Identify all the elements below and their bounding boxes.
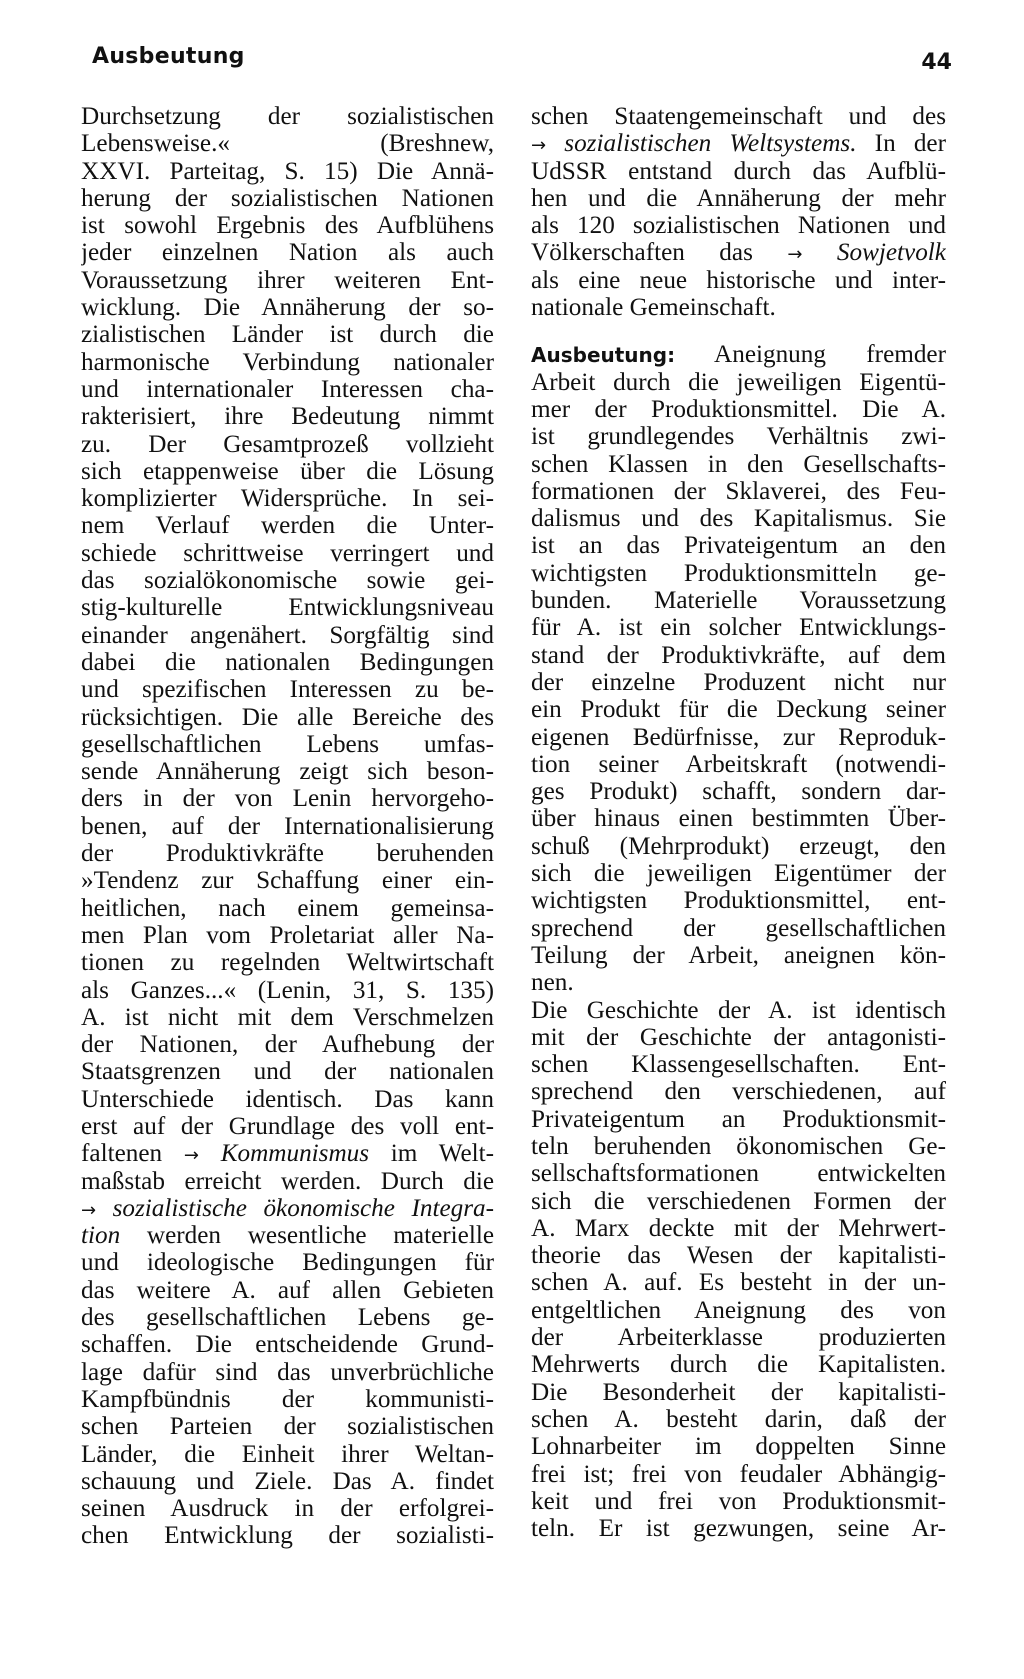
text-fragment: Völkerschaften das [531, 239, 788, 267]
text-line: ein Produkt für die Deckung seiner [531, 696, 946, 724]
arrow-right-icon: → [787, 244, 803, 266]
text-line: Privateigentum an Produktionsmit- [531, 1105, 946, 1133]
text-line: Lebensweise.« (Breshnew, [81, 130, 494, 158]
text-line: bunden. Materielle Voraussetzung [531, 587, 946, 615]
text-line-weltsystems [531, 130, 946, 157]
cross-reference-integration[interactable]: sozialistische ökonomische Integra- [112, 1194, 494, 1222]
text-line: sprechend der gesellschaftlichen [531, 914, 946, 942]
text-line: der Produktivkräfte beruhenden [81, 840, 494, 868]
text-line: schen A. auf. Es besteht in der un- [531, 1269, 946, 1297]
text-line: sich die jeweiligen Eigentümer der [531, 860, 946, 888]
text-line: über hinaus einen bestimmten Über- [531, 805, 946, 833]
entry-headword: Ausbeutung: [531, 343, 676, 368]
text-line: dabei die nationalen Bedingungen [81, 648, 494, 676]
text-line: sich etappenweise über die Lösung [81, 457, 494, 485]
text-line: tion seiner Arbeitskraft (notwendi- [531, 750, 946, 778]
text-line: formationen der Sklaverei, des Feu- [531, 477, 946, 505]
text-line: der Nationen, der Aufhebung der [81, 1031, 494, 1059]
text-line: herung der sozialistischen Nationen [81, 184, 494, 212]
text-line: nationale Gemeinschaft. [531, 294, 776, 322]
text-line: das sozialökonomische sowie gei- [81, 567, 494, 595]
text-line: wicklung. Die Annäherung der so- [81, 294, 494, 322]
text-line: schaffen. Die entscheidende Grund- [81, 1331, 494, 1359]
text-line: seinen Ausdruck in der erfolgrei- [81, 1495, 494, 1523]
text-line: komplizierter Widersprüche. In sei- [81, 485, 494, 513]
text-line: schen Klassengesellschaften. Ent- [531, 1051, 946, 1079]
text-line: der Arbeiterklasse produzierten [531, 1324, 946, 1352]
text-line: schiede schrittweise verringert und [81, 539, 494, 567]
text-line: das weitere A. auf allen Gebieten [81, 1276, 494, 1304]
text-line: eigenen Bedürfnisse, zur Reproduk- [531, 723, 946, 751]
text-line: Staatsgrenzen und der nationalen [81, 1058, 494, 1086]
text-line: schen Klassen in den Gesellschafts- [531, 450, 946, 478]
text-line: maßstab erreicht werden. Durch die [81, 1167, 494, 1195]
right-column [531, 103, 946, 1542]
text-line: mit der Geschichte der antagonisti- [531, 1023, 946, 1051]
text-line: wichtigsten Produktionsmitteln ge- [531, 559, 946, 587]
text-line: Mehrwerts durch die Kapitalisten. [531, 1351, 946, 1379]
text-line: theorie das Wesen der kapitalisti- [531, 1242, 946, 1270]
entry-first-line [531, 341, 946, 368]
text-line: dalismus und des Kapitalismus. Sie [531, 505, 946, 533]
text-line: als 120 sozialistischen Nationen und [531, 212, 946, 240]
text-fragment: In der [856, 130, 946, 158]
text-line: mer der Produktionsmittel. Die A. [531, 395, 946, 423]
text-line: A. Marx deckte mit der Mehrwert- [531, 1214, 946, 1242]
text-line: ist sowohl Ergebnis des Aufblühens [81, 212, 494, 240]
text-line: und spezifischen Interessen zu be- [81, 676, 494, 704]
text-line: für A. ist ein solcher Entwicklungs- [531, 614, 946, 642]
text-line: schen A. besteht darin, daß der [531, 1405, 946, 1433]
text-line: XXVI. Parteitag, S. 15) Die Annä- [81, 157, 494, 185]
text-line: lage dafür sind das unverbrüchliche [81, 1358, 494, 1386]
running-head: Ausbeutung [92, 44, 245, 69]
text-line: Arbeit durch die jeweiligen Eigentü- [531, 368, 946, 396]
text-line-kommunismus [81, 1140, 494, 1167]
text-line: frei ist; frei von feudaler Abhängig- [531, 1460, 946, 1488]
text-line: harmonische Verbindung nationaler [81, 348, 494, 376]
text-line: Lohnarbeiter im doppelten Sinne [531, 1433, 946, 1461]
text-line: Die Besonderheit der kapitalisti- [531, 1378, 946, 1406]
text-line: Unterschiede identisch. Das kann [81, 1085, 494, 1113]
arrow-right-icon: → [81, 1199, 97, 1221]
arrow-right-icon: → [183, 1145, 199, 1167]
text-line: des gesellschaftlichen Lebens ge- [81, 1304, 494, 1332]
text-fragment: Aneignung fremder [675, 341, 946, 369]
text-line: zu. Der Gesamtprozeß vollzieht [81, 430, 494, 458]
text-line: schuß (Mehrprodukt) erzeugt, den [531, 832, 946, 860]
text-line: als eine neue historische und inter- [531, 266, 946, 294]
text-line: teln beruhenden ökonomischen Ge- [531, 1132, 946, 1160]
text-line-sowjetvolk [531, 239, 946, 266]
text-fragment: im Welt- [369, 1140, 494, 1168]
text-fragment: faltenen [81, 1140, 184, 1168]
cross-reference-integration-cont[interactable]: tion [81, 1222, 121, 1250]
text-line: jeder einzelnen Nation als auch [81, 239, 494, 267]
text-line: Teilung der Arbeit, aneignen kön- [531, 941, 946, 969]
text-line: entgeltlichen Aneignung des von [531, 1296, 946, 1324]
text-line: hen und die Annäherung der mehr [531, 184, 946, 212]
text-line: UdSSR entstand durch das Aufblü- [531, 157, 946, 185]
page-number: 44 [921, 50, 952, 75]
cross-reference-kommunismus[interactable]: Kommunismus [220, 1140, 370, 1168]
text-line: ges Produkt) schafft, sondern dar- [531, 778, 946, 806]
text-line: wichtigsten Produktionsmittel, ent- [531, 887, 946, 915]
text-line: Voraussetzung ihrer weiteren Ent- [81, 266, 494, 294]
left-column [81, 103, 494, 1550]
text-line: rakterisiert, ihre Bedeutung nimmt [81, 403, 494, 431]
text-line: sellschaftsformationen entwickelten [531, 1160, 946, 1188]
entry-separator [531, 321, 946, 341]
text-line-integration-cont [81, 1222, 494, 1249]
text-line: einander angenähert. Sorgfältig sind [81, 621, 494, 649]
text-line: schen Parteien der sozialistischen [81, 1413, 494, 1441]
text-line: und internationaler Interessen cha- [81, 375, 494, 403]
text-line: »Tendenz zur Schaffung einer ein- [81, 867, 494, 895]
text-line: stand der Produktivkräfte, auf dem [531, 641, 946, 669]
text-line: ist grundlegendes Verhältnis zwi- [531, 423, 946, 451]
text-line: sprechend den verschiedenen, auf [531, 1078, 946, 1106]
cross-reference-weltsystems[interactable]: sozialistischen Weltsystems. [564, 130, 857, 158]
text-line-integration [81, 1195, 494, 1222]
text-line: men Plan vom Proletariat aller Na- [81, 921, 494, 949]
text-line: stig-kulturelle Entwicklungsniveau [81, 594, 494, 622]
text-line: Länder, die Einheit ihrer Weltan- [81, 1440, 494, 1468]
text-line: Die Geschichte der A. ist identisch [531, 996, 946, 1024]
text-line: benen, auf der Internationalisierung [81, 812, 494, 840]
text-line: ders in der von Lenin hervorgeho- [81, 785, 494, 813]
text-line: keit und frei von Produktionsmit- [531, 1487, 946, 1515]
text-line: sich die verschiedenen Formen der [531, 1187, 946, 1215]
text-line: Durchsetzung der sozialistischen [81, 103, 494, 130]
text-line: ist an das Privateigentum an den [531, 532, 946, 560]
text-line: tionen zu regelnden Weltwirtschaft [81, 949, 494, 977]
text-line: nen. [531, 969, 574, 997]
text-line: erst auf der Grundlage des voll ent- [81, 1112, 494, 1140]
text-line: schauung und Ziele. Das A. findet [81, 1467, 494, 1495]
text-line: gesellschaftlichen Lebens umfas- [81, 730, 494, 758]
text-line: A. ist nicht mit dem Verschmelzen [81, 1003, 494, 1031]
text-line: als Ganzes...« (Lenin, 31, S. 135) [81, 976, 494, 1004]
text-line: zialistischen Länder ist durch die [81, 321, 494, 349]
text-line: chen Entwicklung der sozialisti- [81, 1522, 494, 1550]
text-line: Kampfbündnis der kommunisti- [81, 1385, 494, 1413]
text-line: und ideologische Bedingungen für [81, 1249, 494, 1277]
text-line: sende Annäherung zeigt sich beson- [81, 758, 494, 786]
text-line: rücksichtigen. Die alle Bereiche des [81, 703, 494, 731]
cross-reference-sowjetvolk[interactable]: Sowjetvolk [836, 239, 946, 267]
text-line: teln. Er ist gezwungen, seine Ar- [531, 1515, 946, 1543]
text-line: der einzelne Produzent nicht nur [531, 668, 946, 696]
text-line: heitlichen, nach einem gemeinsa- [81, 894, 494, 922]
text-line: schen Staatengemeinschaft und des [531, 103, 946, 130]
arrow-right-icon: → [531, 135, 547, 157]
text-line: nem Verlauf werden die Unter- [81, 512, 494, 540]
text-fragment: werden wesentliche materielle [120, 1222, 494, 1250]
